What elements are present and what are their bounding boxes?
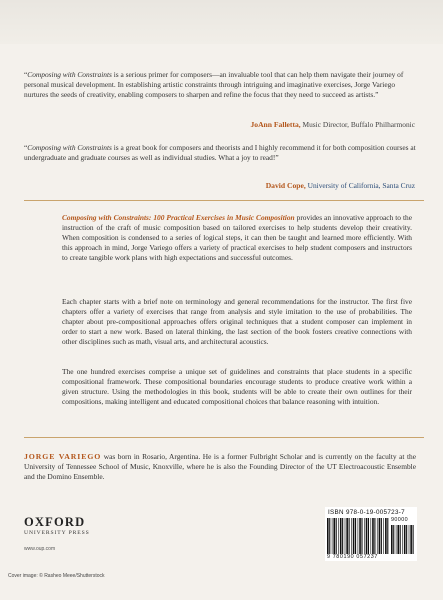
barcode-bar xyxy=(345,518,346,554)
author-bio xyxy=(24,452,416,482)
cover-credit: Cover image: © Rasheo Meee/Shutterstock xyxy=(8,573,105,579)
barcode-bar xyxy=(332,518,333,554)
endorser-name: JoAnn Falletta, xyxy=(250,120,301,129)
barcode-bar xyxy=(342,518,343,554)
endorser-role: Music Director, Buffalo Philharmonic xyxy=(300,120,415,129)
barcode-bar xyxy=(338,518,339,554)
description-text: provides an innovative approach to the instruction of the craft of music composition based on tailored exercises to help students develop their creativity. When composition is condensed to a series of logical steps, it can then be taught and learned more efficiently. With this approach in mind, Jorge Variego offers a variety of practical exercises to help student composers and instructors to create tangible work plans with high expectations and successful outcomes. xyxy=(62,213,412,263)
barcode-addon xyxy=(391,525,415,554)
barcode-bar xyxy=(396,525,397,554)
barcode-bar xyxy=(385,518,387,554)
description-paragraph-3: The one hundred exercises comprise a unique set of guidelines and constraints that place students in a specific compositional framework. These compositional boundaries encourage students to produce creative work within a given structure. Using the methodologies in this book, students will be able to create their own outlines for their compositions, making intelligent and educated compositional choices that balance reasoning with intuition. xyxy=(62,367,412,407)
barcode-addon-number: 90000 xyxy=(391,517,408,523)
barcode-bar xyxy=(349,518,350,554)
barcode-bar xyxy=(327,518,329,554)
publisher-logo xyxy=(24,515,90,536)
barcode-bar xyxy=(364,518,365,554)
barcode-bar xyxy=(351,518,352,554)
barcode-bar xyxy=(402,525,403,554)
barcode-box xyxy=(325,507,417,561)
barcode-bar xyxy=(387,518,388,554)
section-divider xyxy=(24,437,424,438)
barcode-bar xyxy=(404,525,406,554)
description-paragraph-2: Each chapter starts with a brief note on terminology and general recommendations for the instructor. The first five chapters offer a variety of exercises that range from analysis and style imitation to the use of probabilities. The chapter about pre-compositional approaches offers original techniques that a student composer can implement in order to start a new work. Based on lateral thinking, the last section of the book fosters creative connections with other disciplines such as math, visual arts, and architectural acoustics. xyxy=(62,297,412,347)
barcode-bar xyxy=(400,525,401,554)
description-paragraph-1 xyxy=(62,213,412,263)
barcode-bar xyxy=(377,518,378,554)
barcode-bar xyxy=(361,518,362,554)
endorsement-quote: is a serious primer for composers—an invaluable tool that can help them navigate their journey of personal musical development. In establishing artistic constraints through intriguing and imaginative exercises, Jorge Variego nurtures the seeds of creativity, enabling composers to sharpen and refine the focus that they need to succeed as artists.” xyxy=(24,70,404,100)
barcode-bar xyxy=(381,518,382,554)
endorsement-book-title: Composing with Constraints xyxy=(27,70,112,79)
barcode-number: 9 780190 057237 xyxy=(327,554,378,560)
barcode-bar xyxy=(366,518,368,554)
barcode-bar xyxy=(336,518,337,554)
top-band xyxy=(0,0,443,44)
publisher-name: OXFORD xyxy=(24,515,86,529)
endorsement-attribution-cope xyxy=(266,181,415,190)
barcode-bar xyxy=(409,525,410,554)
barcode-bar xyxy=(406,525,407,554)
barcode-bar xyxy=(379,518,381,554)
publisher-url: www.oup.com xyxy=(24,546,56,552)
barcode-bar xyxy=(358,518,359,554)
publisher-subtitle: UNIVERSITY PRESS xyxy=(24,530,90,536)
section-divider xyxy=(24,200,424,201)
barcode-bar xyxy=(410,525,412,554)
barcode-bar xyxy=(333,518,335,554)
barcode-bar xyxy=(383,518,384,554)
barcode-bar xyxy=(368,518,369,554)
author-bio-text: was born in Rosario, Argentina. He is a former Fulbright Scholar and is currently on the faculty at the University of Tennessee School of Music, Knoxville, where he is also the Founding Director of the UT Electroacoustic Ensemble and the Domino Ensemble. xyxy=(24,452,416,482)
isbn-text: ISBN 978-0-19-005723-7 xyxy=(328,509,405,516)
endorsement-attribution-falletta xyxy=(250,120,415,129)
barcode-bar xyxy=(353,518,355,554)
barcode-bar xyxy=(372,518,374,554)
barcode-bar xyxy=(371,518,372,554)
endorsement-book-title: Composing with Constraints xyxy=(27,143,112,152)
barcode-bar xyxy=(355,518,356,554)
barcode-bar xyxy=(374,518,375,554)
endorsement-cope: “Composing with Constraints is a great book for composers and theorists and I highly recommend it for both composition courses at undergraduate and graduate courses as well as individual studies. What a joy to read!” xyxy=(24,143,416,163)
barcode-bar xyxy=(359,518,361,554)
barcode-bar xyxy=(413,525,414,554)
endorsement-falletta: “Composing with Constraints is a serious primer for composers—an invaluable tool that can help them navigate their journey of personal musical development. In establishing artistic constraints through intriguing and imaginative exercises, Jorge Variego nurtures the seeds of creativity, enabling composers to sharpen and refine the focus that they need to succeed as artists.” xyxy=(24,70,404,100)
author-name: JORGE VARIEGO xyxy=(24,452,102,461)
barcode-bar xyxy=(329,518,330,554)
barcode-bar xyxy=(340,518,342,554)
barcode-bar xyxy=(393,525,394,554)
barcode-bar xyxy=(397,525,399,554)
barcode-bar xyxy=(391,525,393,554)
endorsement-quote: is a great book for composers and theorists and I highly recommend it for both composition courses at undergraduate and graduate courses as well as individual studies. What a joy to read!” xyxy=(24,143,416,163)
description-book-title: Composing with Constraints: 100 Practical Exercises in Music Composition xyxy=(62,213,295,222)
barcode-bar xyxy=(346,518,348,554)
endorser-name: David Cope, xyxy=(265,181,306,190)
barcode-main xyxy=(327,518,389,554)
endorser-role: University of California, Santa Cruz xyxy=(305,181,415,190)
